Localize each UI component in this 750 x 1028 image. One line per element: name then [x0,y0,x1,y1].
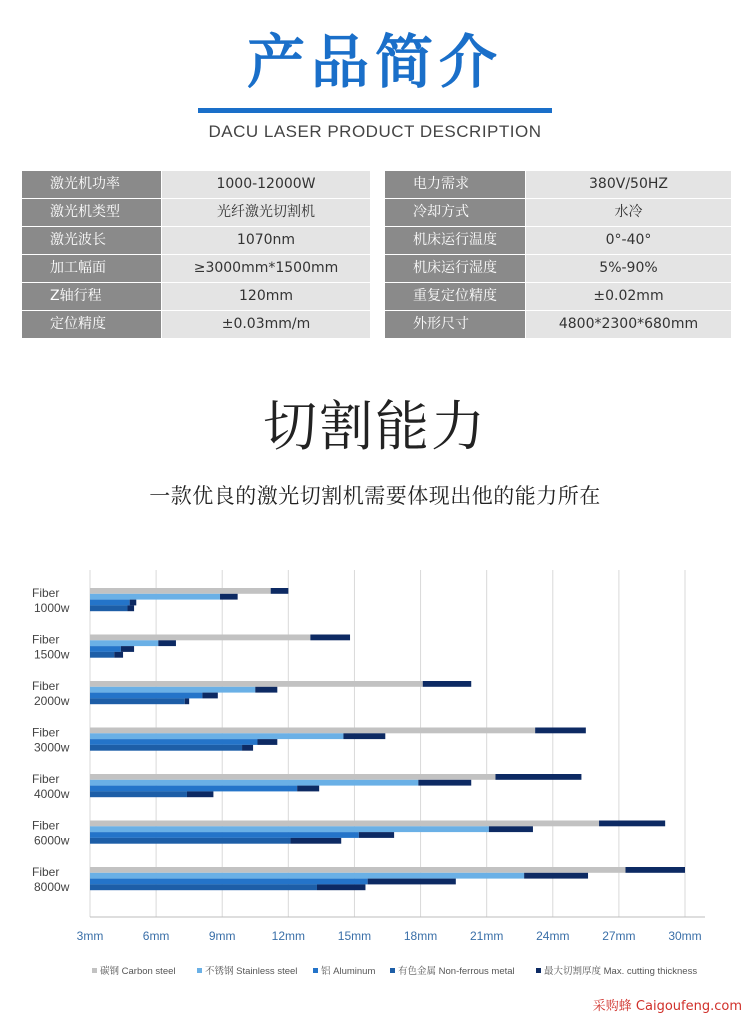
page-subtitle: DACU LASER PRODUCT DESCRIPTION [208,122,542,141]
legend-label: 碳钢 Carbon steel [100,966,176,977]
category-label: 3000w [34,740,70,755]
category-label: Fiber [32,725,60,740]
legend-swatch [92,968,97,973]
bar-max-extension [489,826,533,832]
bar-max-extension [158,640,176,646]
x-tick-label: 24mm [536,929,570,943]
spec-row [385,311,731,339]
bar [90,832,359,838]
x-tick-label: 27mm [602,929,636,943]
spec-value: 1000-12000W [162,171,370,199]
bar-max-extension [185,698,189,704]
spec-row [385,227,731,255]
bar-max-extension [187,791,213,797]
spec-label: 加工幅面 [22,255,162,283]
bar [90,879,368,885]
bar [90,838,291,844]
spec-label: 外形尺寸 [385,311,526,339]
x-tick-label: 3mm [76,929,104,943]
category-label: Fiber [32,818,60,833]
bar [90,873,524,879]
bar-max-extension [242,745,253,751]
bar-max-extension [257,739,277,745]
spec-value: ≥3000mm*1500mm [162,255,370,283]
category-label: Fiber [32,586,60,600]
bar-max-extension [127,605,134,611]
category-label: Fiber [32,679,60,693]
category-label: 8000w [34,880,70,894]
bar-max-extension [317,884,365,890]
bar [90,786,297,792]
title-underline [198,108,552,113]
legend-label: 铝 Aluminum [321,966,376,977]
x-tick-label: 6mm [142,929,170,943]
legend-swatch [390,968,395,973]
bar-max-extension [495,774,581,780]
bar [90,693,202,699]
spec-row [22,311,370,339]
bar-max-extension [130,600,137,606]
spec-row [385,171,731,199]
spec-value: 380V/50HZ [526,171,731,199]
category-label: Fiber [32,632,60,647]
bar [90,698,185,704]
bar-max-extension [220,594,238,600]
spec-value: 光纤激光切割机 [162,199,370,227]
spec-value: 1070nm [162,227,370,255]
spec-row [22,171,370,199]
x-tick-label: 30mm [668,929,702,943]
bar [90,635,310,641]
bar-max-extension [310,635,350,641]
bar-max-extension [524,873,588,879]
bar [90,681,423,687]
spec-row [22,227,370,255]
bar [90,687,255,693]
spec-label: 机床运行温度 [385,227,526,255]
spec-value: 0°-40° [526,227,731,255]
x-tick-label: 12mm [271,929,306,943]
x-tick-label: 9mm [208,929,236,943]
spec-row [385,283,731,311]
spec-label: 激光波长 [22,227,162,255]
spec-value: 水冷 [526,199,731,227]
watermark: 采购蜂 Caigoufeng.com [592,999,742,1014]
category-label: 2000w [34,694,70,708]
bar [90,733,343,739]
bar [90,652,114,658]
spec-label: 重复定位精度 [385,283,526,311]
spec-row [22,255,370,283]
x-tick-label: 21mm [469,929,504,943]
spec-row [385,255,731,283]
spec-value: ±0.03mm/m [162,311,370,339]
bar-max-extension [121,646,134,652]
spec-table-left [22,171,370,339]
bar [90,884,317,890]
spec-value: 4800*2300*680mm [526,311,731,339]
category-label: Fiber [32,865,60,879]
category-label: 1500w [34,647,70,662]
bar [90,588,271,594]
spec-label: 机床运行湿度 [385,255,526,283]
bar [90,739,257,745]
spec-value: 5%-90% [526,255,731,283]
spec-value: ±0.02mm [526,283,731,311]
x-tick-label: 18mm [403,929,438,943]
bar [90,821,599,827]
legend-label: 最大切割厚度 Max. cutting thickness [544,966,698,977]
bar [90,728,535,734]
bar-max-extension [626,867,686,873]
spec-row [22,199,370,227]
spec-table-right [385,171,731,339]
bar [90,791,187,797]
spec-row [22,283,370,311]
bar-max-extension [297,786,319,792]
bar-max-extension [359,832,394,838]
legend-label: 不锈钢 Stainless steel [205,966,298,977]
bar [90,774,495,780]
bar [90,745,242,751]
category-label: 1000w [34,601,70,615]
page-title: 产品简介 [246,28,503,96]
spec-row [385,199,731,227]
bar-max-extension [535,728,586,734]
spec-label: 定位精度 [22,311,162,339]
spec-label: 激光机类型 [22,199,162,227]
bar-max-extension [291,838,342,844]
bar [90,826,489,832]
bar [90,605,127,611]
category-label: 4000w [34,787,70,801]
bar-max-extension [599,821,665,827]
bar-max-extension [202,693,217,699]
bar-max-extension [343,733,385,739]
legend-swatch [197,968,202,973]
cutting-capacity-chart [0,555,750,995]
section-title: 切割能力 [263,395,487,458]
legend-label: 有色金属 Non-ferrous metal [398,966,515,977]
legend-swatch [313,968,318,973]
chart-svg [0,555,750,995]
category-label: Fiber [32,772,60,786]
bar [90,600,130,606]
bar-max-extension [423,681,471,687]
spec-label: 冷却方式 [385,199,526,227]
spec-label: Z轴行程 [22,283,162,311]
bar [90,640,158,646]
bar [90,594,220,600]
bar-max-extension [368,879,456,885]
x-tick-label: 15mm [337,929,372,943]
bar-max-extension [271,588,289,594]
section-subtitle: 一款优良的激光切割机需要体现出他的能力所在 [149,484,601,508]
bar [90,646,121,652]
category-label: 6000w [34,833,70,848]
spec-value: 120mm [162,283,370,311]
bar-max-extension [418,780,471,786]
spec-label: 电力需求 [385,171,526,199]
bar-max-extension [114,652,123,658]
spec-label: 激光机功率 [22,171,162,199]
bar [90,780,418,786]
bar-max-extension [255,687,277,693]
bar [90,867,626,873]
legend-swatch [536,968,541,973]
